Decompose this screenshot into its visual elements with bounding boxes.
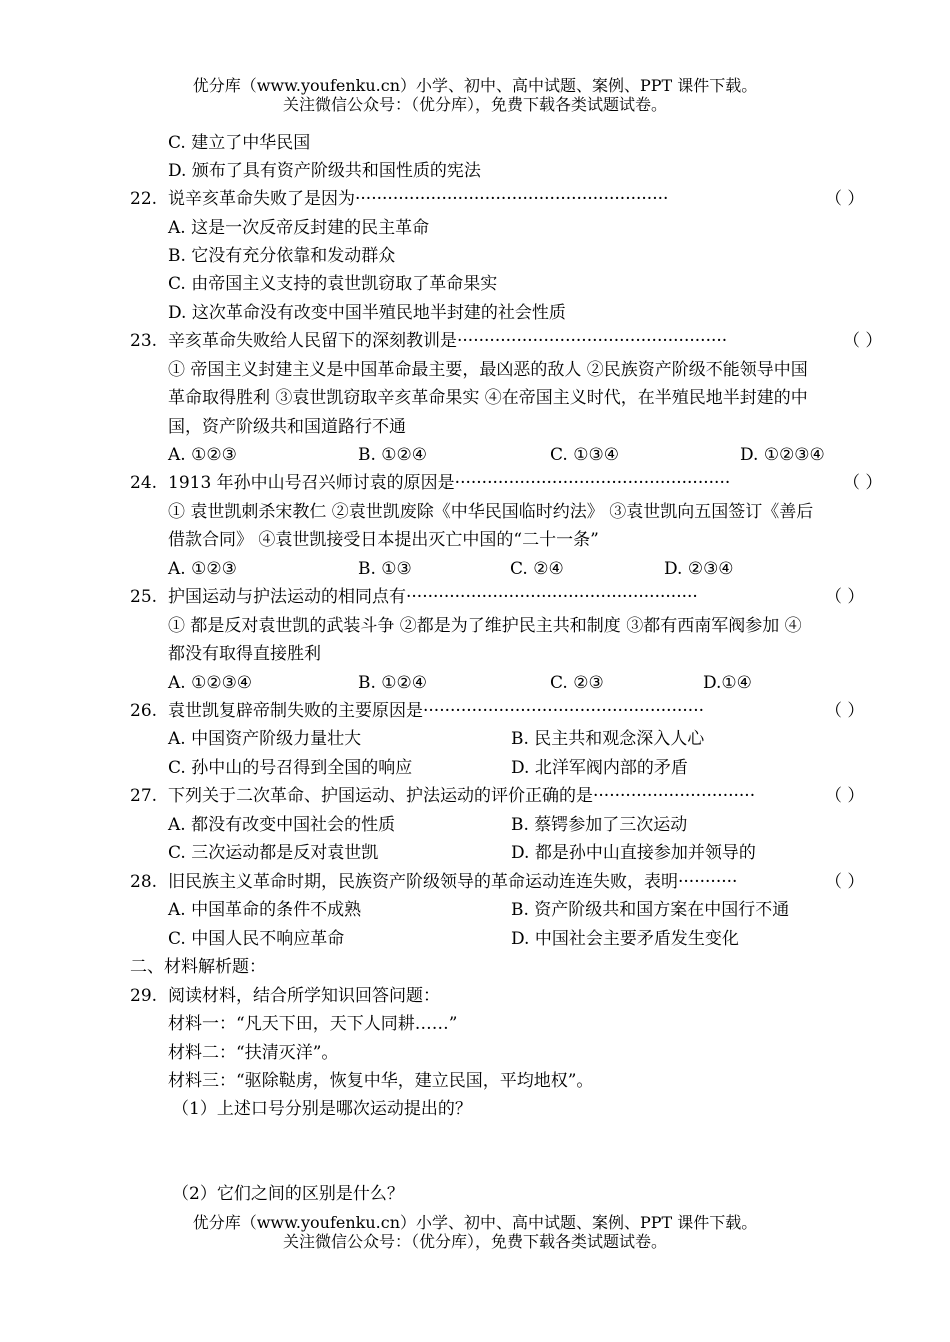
q28-number: 28.	[130, 872, 158, 892]
q26-option-c: C. 孙中山的号召得到全国的响应	[168, 758, 413, 778]
section-title: 二、材料解析题：	[130, 957, 266, 977]
q24-option-b: B. ①③	[358, 559, 412, 579]
q24-option-c: C. ②④	[510, 559, 564, 579]
q23-number: 23.	[130, 331, 158, 351]
q21-option-c: C. 建立了中华民国	[168, 133, 311, 153]
q29-subquestion-1: （1）上述口号分别是哪次运动提出的？	[172, 1099, 472, 1119]
q28-stem: 旧民族主义革命时期，民族资产阶级领导的革命运动连连失败，表明···········	[168, 872, 738, 892]
q24-body-line-2: 借款合同》 ④袁世凯接受日本提出灭亡中国的“二十一条”	[168, 530, 599, 550]
q21-option-d: D. 颁布了具有资产阶级共和国性质的宪法	[168, 161, 481, 181]
q24-body-line-1: ① 袁世凯刺杀宋教仁 ②袁世凯废除《中华民国临时约法》 ③袁世凯向五国签订《善后	[168, 502, 814, 522]
q27-option-a: A. 都没有改变中国社会的性质	[168, 815, 396, 835]
q23-body-line-1: ① 帝国主义封建主义是中国革命最主要，最凶恶的敌人 ②民族资产阶级不能领导中国	[168, 360, 808, 380]
q23-option-c: C. ①③④	[550, 445, 619, 465]
q29-number: 29.	[130, 986, 158, 1006]
q26-answer-blank: （ ）	[825, 701, 865, 721]
header-line-2: 关注微信公众号：（优分库），免费下载各类试题试卷。	[282, 95, 667, 114]
q25-option-a: A. ①②③④	[168, 673, 253, 693]
q27-option-b: B. 蔡锷参加了三次运动	[511, 815, 688, 835]
footer-line-2: 关注微信公众号：（优分库），免费下载各类试题试卷。	[282, 1232, 667, 1251]
q25-option-b: B. ①②④	[358, 673, 428, 693]
q29-stem: 阅读材料，结合所学知识回答问题：	[168, 986, 440, 1006]
q26-option-a: A. 中国资产阶级力量壮大	[168, 729, 362, 749]
q26-option-d: D. 北洋军阀内部的矛盾	[511, 758, 688, 778]
q23-body-line-2: 革命取得胜利 ③袁世凯窃取辛亥革命果实 ④在帝国主义时代，在半殖民地半封建的中	[168, 388, 808, 408]
page-header	[0, 76, 950, 114]
q23-option-a: A. ①②③	[168, 445, 237, 465]
q28-option-a: A. 中国革命的条件不成熟	[168, 900, 362, 920]
q22-option-b: B. 它没有充分依靠和发动群众	[168, 246, 396, 266]
q25-body-line-1: ① 都是反对袁世凯的武装斗争 ②都是为了维护民主共和制度 ③都有西南军阀参加 ④	[168, 616, 802, 636]
page-footer	[0, 1213, 950, 1251]
q22-stem: 说辛亥革命失败了是因为··························································	[168, 189, 669, 209]
q27-number: 27.	[130, 786, 158, 806]
q22-option-d: D. 这次革命没有改变中国半殖民地半封建的社会性质	[168, 303, 566, 323]
q22-option-c: C. 由帝国主义支持的袁世凯窃取了革命果实	[168, 274, 498, 294]
q25-option-d: D.①④	[703, 673, 752, 693]
q23-body-line-3: 国，资产阶级共和国道路行不通	[168, 417, 406, 437]
q28-option-d: D. 中国社会主要矛盾发生变化	[511, 929, 739, 949]
q23-answer-blank: （ ）	[843, 331, 883, 351]
q24-number: 24.	[130, 473, 158, 493]
q28-answer-blank: （ ）	[825, 872, 865, 892]
q24-option-d: D. ②③④	[664, 559, 734, 579]
q23-stem: 辛亥革命失败给人民留下的深刻教训是··················································	[168, 331, 728, 351]
answer-space-1	[168, 1122, 808, 1182]
q27-stem: 下列关于二次革命、护国运动、护法运动的评价正确的是······························	[168, 786, 756, 806]
q29-material-2: 材料二：“扶清灭洋”。	[168, 1043, 339, 1063]
q28-option-b: B. 资产阶级共和国方案在中国行不通	[511, 900, 790, 920]
q22-number: 22.	[130, 189, 158, 209]
q25-body-line-2: 都没有取得直接胜利	[168, 644, 321, 664]
q24-stem: 1913 年孙中山号召兴师讨袁的原因是···················································	[168, 473, 731, 493]
q23-option-b: B. ①②④	[358, 445, 428, 465]
q25-stem: 护国运动与护法运动的相同点有······················································	[168, 587, 698, 607]
q26-number: 26.	[130, 701, 158, 721]
header-line-1: 优分库（www.youfenku.cn）小学、初中、高中试题、案例、PPT 课件下载。	[192, 76, 758, 95]
q27-answer-blank: （ ）	[825, 786, 865, 806]
q26-stem: 袁世凯复辟帝制失败的主要原因是····················································	[168, 701, 704, 721]
q22-answer-blank: （ ）	[825, 189, 865, 209]
q25-option-c: C. ②③	[550, 673, 604, 693]
q28-option-c: C. 中国人民不响应革命	[168, 929, 345, 949]
q26-option-b: B. 民主共和观念深入人心	[511, 729, 705, 749]
q25-number: 25.	[130, 587, 158, 607]
q29-subquestion-2: （2）它们之间的区别是什么？	[172, 1184, 404, 1204]
q23-option-d: D. ①②③④	[740, 445, 825, 465]
q29-material-1: 材料一：“凡天下田，天下人同耕……”	[168, 1014, 458, 1034]
q29-material-3: 材料三：“驱除鞑虏，恢复中华，建立民国，平均地权”。	[168, 1071, 594, 1091]
footer-line-1: 优分库（www.youfenku.cn）小学、初中、高中试题、案例、PPT 课件下载。	[192, 1213, 758, 1232]
q22-option-a: A. 这是一次反帝反封建的民主革命	[168, 218, 430, 238]
q25-answer-blank: （ ）	[825, 587, 865, 607]
q27-option-d: D. 都是孙中山直接参加并领导的	[511, 843, 756, 863]
q27-option-c: C. 三次运动都是反对袁世凯	[168, 843, 379, 863]
q24-option-a: A. ①②③	[168, 559, 237, 579]
q24-answer-blank: （ ）	[843, 473, 883, 493]
